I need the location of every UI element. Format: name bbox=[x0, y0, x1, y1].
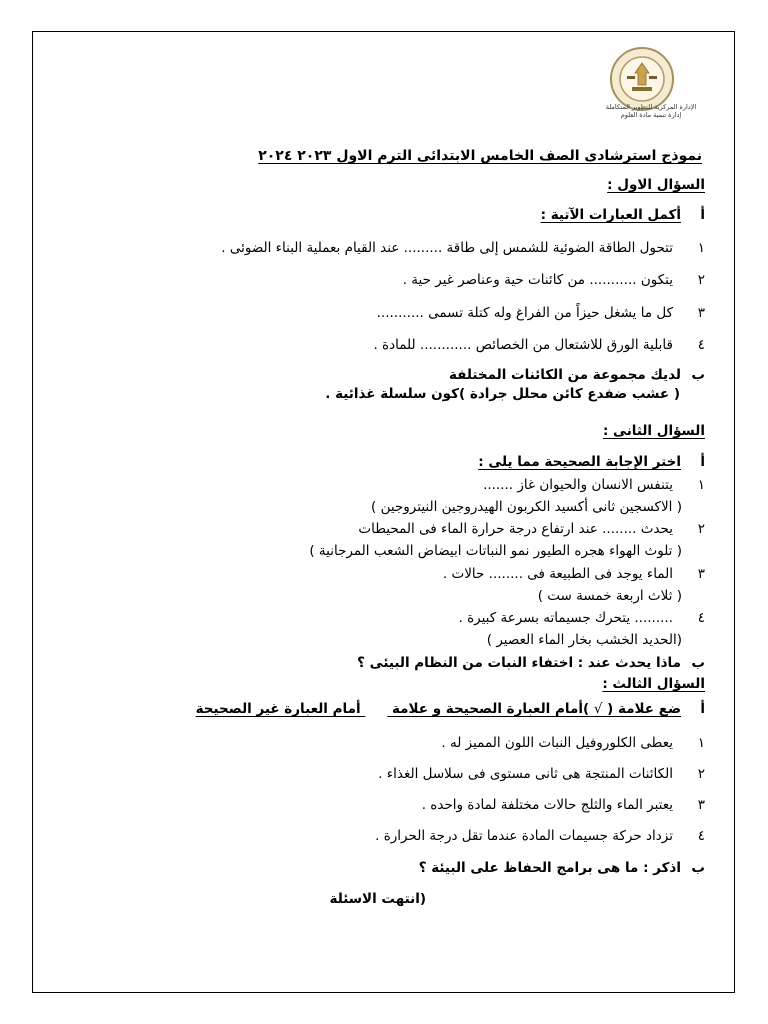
q2-item-1-choices: ( الاكسجين ثانى أكسيد الكربون الهيدروجين النيتروجين ) bbox=[371, 499, 682, 515]
q3-part-b: باذكر : ما هى برامج الحفاظ على البيئة ؟ bbox=[418, 860, 705, 876]
q2-part-b: بماذا يحدث عند : اختفاء النبات من النظام البيئى ؟ bbox=[357, 655, 705, 671]
q3-part-a: أضع علامة ( √ )أمام العبارة الصحيحة و علامة أمام العبارة غير الصحيحة bbox=[196, 697, 705, 718]
q1-part-b-detail: ( عشب ضفدع كائن محلل جرادة )كون سلسلة غذائية . bbox=[325, 386, 680, 402]
q3-item-2: ٢الكائنات المنتجة هى ثانى مستوى فى سلاسل الغذاء . bbox=[378, 766, 705, 782]
q2-item-2: ٢يحدث ........ عند ارتفاع درجة حرارة الماء فى المحيطات bbox=[358, 521, 705, 537]
logo-caption-line-1: الإدارة المركزية للتطوير المتكاملة bbox=[605, 103, 697, 111]
q3-heading: السؤال الثالث : bbox=[602, 676, 705, 692]
q3-item-1: ١يعطى الكلوروفيل النبات اللون المميز له . bbox=[441, 735, 705, 751]
ministry-logo bbox=[597, 45, 707, 125]
q2-item-3-choices: ( ثلاث اربعة خمسة ست ) bbox=[537, 588, 682, 604]
q1-heading: السؤال الاول : bbox=[607, 177, 705, 193]
q2-item-4-choices: (الحديد الخشب بخار الماء العصير ) bbox=[486, 632, 682, 648]
q2-item-1: ١يتنفس الانسان والحيوان غاز ....... bbox=[483, 477, 705, 493]
q2-part-a-title: اختر الإجابة الصحيحة مما يلى : bbox=[478, 454, 681, 470]
q2-item-2-choices: ( تلوث الهواء هجره الطيور نمو النباتات ابيضاض الشعب المرجانية ) bbox=[309, 543, 682, 559]
q1-part-a-title: أكمل العبارات الآتية : bbox=[540, 207, 681, 223]
q1-part-b: بلديك مجموعة من الكائنات المختلفة bbox=[448, 367, 705, 383]
check-mark-icon: √ bbox=[593, 701, 603, 717]
q1-item-3: ٣كل ما يشغل حيزاً من الفراغ وله كتلة تسمى ........... bbox=[376, 305, 705, 321]
q1-item-2: ٢يتكون ........... من كائنات حية وعناصر غير حية . bbox=[402, 272, 705, 288]
q1-item-1: ١تتحول الطاقة الضوئية للشمس إلى طاقة ......... عند القيام بعملية البناء الضوئى . bbox=[221, 240, 705, 256]
end-of-questions: (انتهت الاسئلة bbox=[329, 891, 426, 907]
cross-mark-icon bbox=[365, 697, 387, 713]
q2-part-a: أاختر الإجابة الصحيحة مما يلى : bbox=[478, 454, 705, 470]
exam-title: نموذج استرشادى الصف الخامس الابتدائى الترم الاول ٢٠٢٣ ٢٠٢٤ bbox=[258, 148, 702, 164]
q2-heading: السؤال الثانى : bbox=[602, 423, 705, 439]
q2-item-4: ٤......... يتحرك جسيماته بسرعة كبيرة . bbox=[458, 610, 705, 626]
q1-item-4: ٤قابلية الورق للاشتعال من الخصائص ............ للمادة . bbox=[373, 337, 705, 353]
q1-part-a bbox=[541, 206, 705, 224]
q3-item-4: ٤تزداد حركة جسيمات المادة عندما تقل درجة الحرارة . bbox=[375, 828, 705, 844]
logo-caption-line-2: إدارة تنمية مادة العلوم bbox=[620, 111, 682, 119]
q1-part-a-label: أ bbox=[700, 207, 705, 223]
q2-item-3: ٣الماء يوجد فى الطبيعة فى ........ حالات . bbox=[442, 566, 705, 582]
q3-item-3: ٣يعتبر الماء والثلج حالات مختلفة لمادة واحده . bbox=[421, 797, 705, 813]
